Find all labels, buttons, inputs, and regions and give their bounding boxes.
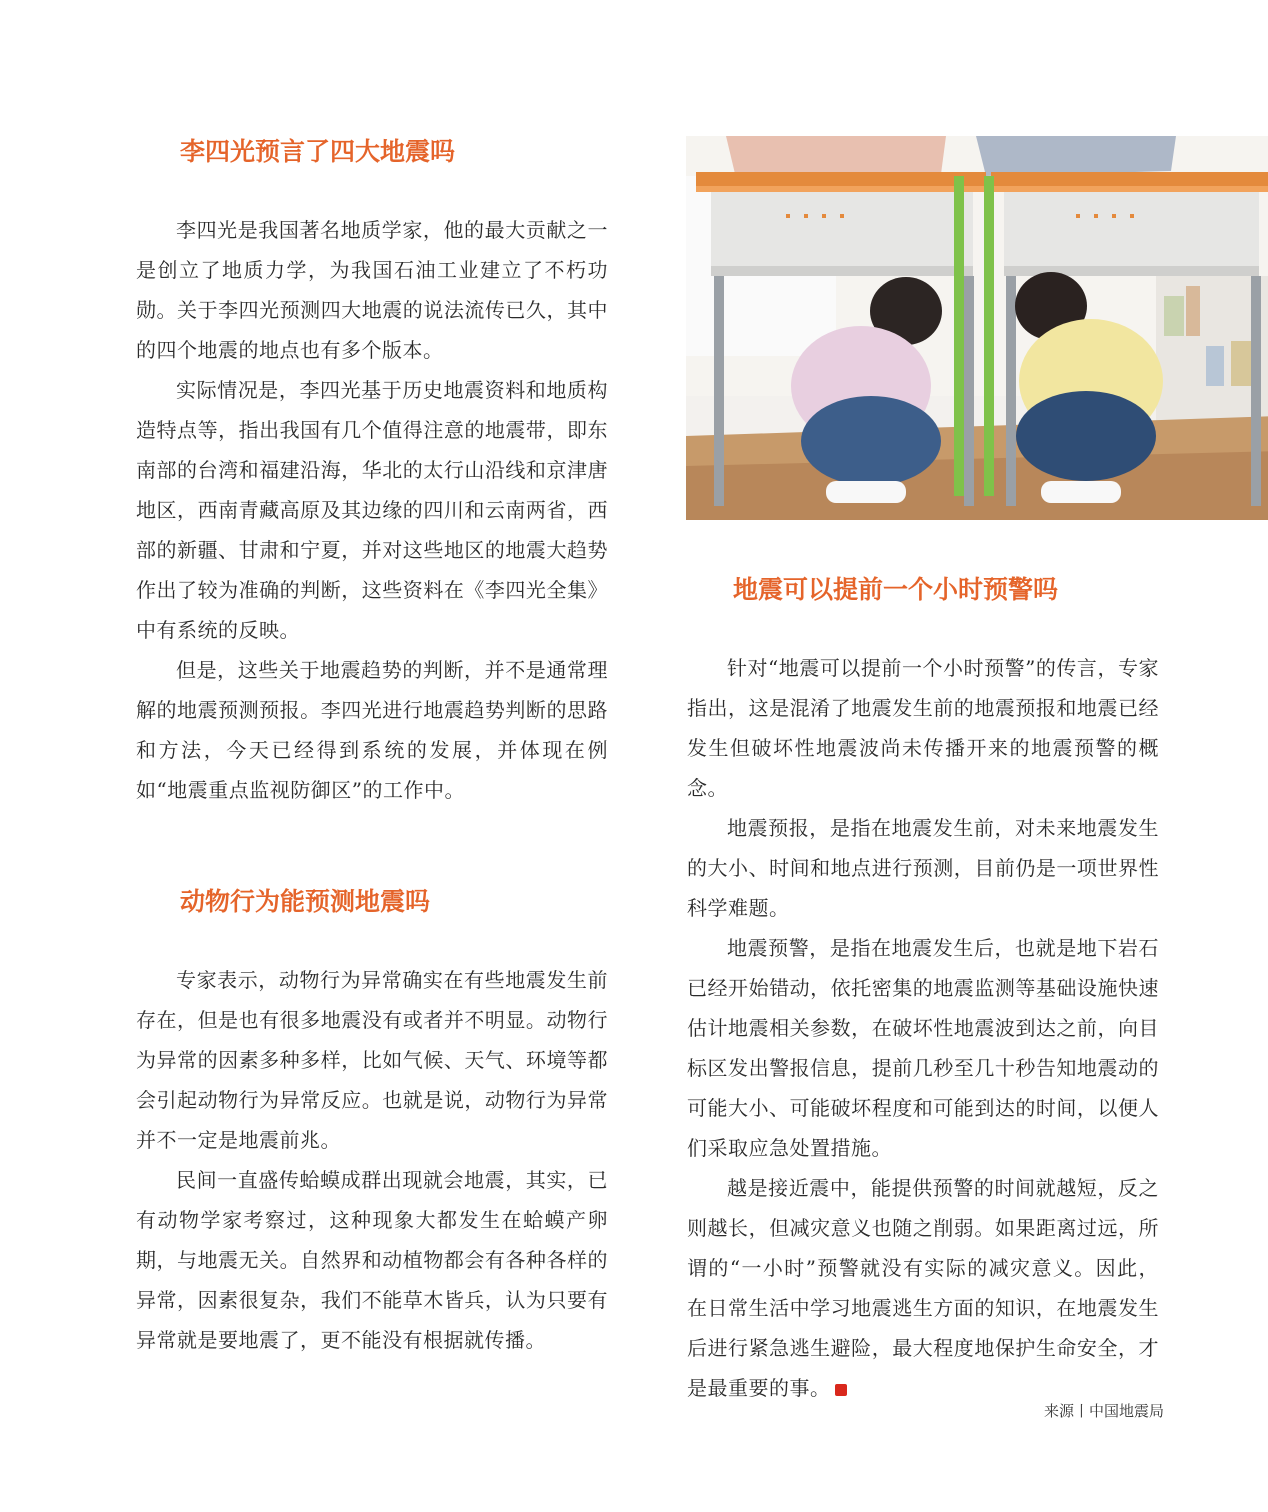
heading-animal-behavior: 动物行为能预测地震吗 (180, 887, 431, 916)
children-under-desks-illustration (686, 136, 1268, 520)
paragraph: 针对“地震可以提前一个小时预警”的传言，专家指出，这是混淆了地震发生前的地震预报和地震已经发生但破坏性地震波尚未传播开来的地震预警的概念。 (687, 656, 1159, 800)
paragraph: 地震预报，是指在地震发生前，对未来地震发生的大小、时间和地点进行预测，目前仍是一项世界性科学难题。 (687, 816, 1159, 920)
paragraph: 专家表示，动物行为异常确实在有些地震发生前存在，但是也有很多地震没有或者并不明显。动物行为异常的因素多种多样，比如气候、天气、环境等都会引起动物行为异常反应。也就是说，动物行为异常并不一定是地震前兆。 (136, 968, 608, 1152)
left-column (136, 132, 608, 1360)
source-credit: 来源丨中国地震局 (1043, 1402, 1164, 1420)
right-column (687, 570, 1159, 1408)
paragraph: 地震预警，是指在地震发生后，也就是地下岩石已经开始错动，依托密集的地震监测等基础设施快速估计地震相关参数，在破坏性地震波到达之前，向目标区发出警报信息，提前几秒至几十秒告知地震动的可能大小、可能破坏程度和可能到达的时间，以便人们采取应急处置措施。 (687, 936, 1159, 1160)
paragraph: 但是，这些关于地震趋势的判断，并不是通常理解的地震预测预报。李四光进行地震趋势判断的思路和方法，今天已经得到系统的发展，并体现在例如“地震重点监视防御区”的工作中。 (136, 658, 608, 802)
heading-lisiguang: 李四光预言了四大地震吗 (180, 137, 456, 166)
paragraph-final (687, 1168, 1159, 1408)
end-mark-icon (835, 1384, 847, 1396)
photo-children-under-desks (686, 136, 1268, 520)
paragraph: 实际情况是，李四光基于历史地震资料和地质构造特点等，指出我国有几个值得注意的地震带，即东南部的台湾和福建沿海，华北的太行山沿线和京津唐地区，西南青藏高原及其边缘的四川和云南两省，西部的新疆、甘肃和宁夏，并对这些地区的地震大趋势作出了较为准确的判断，这些资料在《李四光全集》中有系统的反映。 (136, 378, 608, 642)
paragraph: 李四光是我国著名地质学家，他的最大贡献之一是创立了地质力学，为我国石油工业建立了不朽功勋。关于李四光预测四大地震的说法流传已久，其中的四个地震的地点也有多个版本。 (136, 218, 608, 362)
paragraph: 民间一直盛传蛤蟆成群出现就会地震，其实，已有动物学家考察过，这种现象大都发生在蛤蟆产卵期，与地震无关。自然界和动植物都会有各种各样的异常，因素很复杂，我们不能草木皆兵，认为只要有异常就是要地震了，更不能没有根据就传播。 (136, 1168, 608, 1352)
paragraph-final-text: 越是接近震中，能提供预警的时间就越短，反之则越长，但减灾意义也随之削弱。如果距离过远，所谓的“一小时”预警就没有实际的减灾意义。因此，在日常生活中学习地震逃生方面的知识，在地震发生后进行紧急逃生避险，最大程度地保护生命安全，才是最重要的事。 (687, 1176, 1159, 1400)
heading-early-warning: 地震可以提前一个小时预警吗 (733, 575, 1059, 604)
